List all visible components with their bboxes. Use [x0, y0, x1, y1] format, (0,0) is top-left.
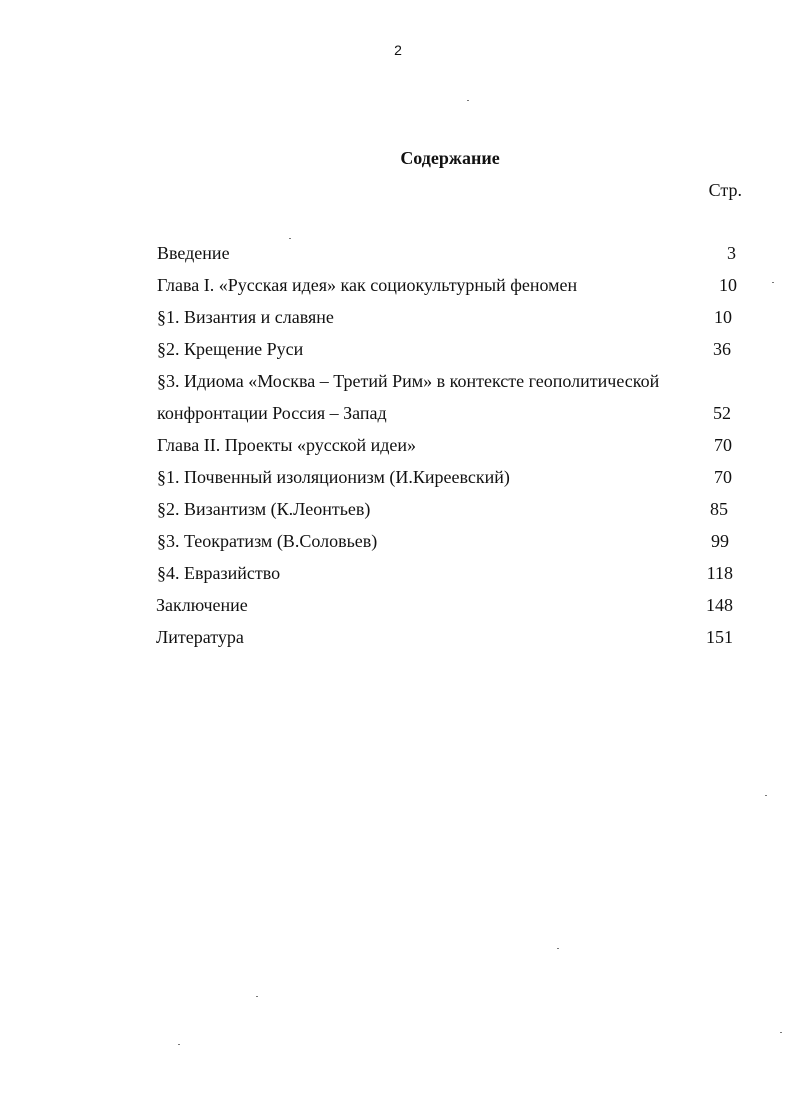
toc-entry-text: Глава I. «Русская идея» как социокультурный феномен — [157, 275, 578, 295]
toc-entry-2-4[interactable] — [157, 561, 734, 585]
scan-speck — [178, 1044, 180, 1045]
toc-entry-bibliography[interactable] — [157, 625, 734, 649]
toc-entry-page: 118 — [706, 563, 733, 583]
toc-entry-1-3-line-1[interactable] — [157, 369, 734, 393]
toc-entry-text: §3. Идиома «Москва – Третий Рим» в контексте геополитической — [157, 371, 660, 391]
toc-entry-text: Глава II. Проекты «русской идеи» — [157, 435, 417, 455]
toc-entry-1-3-line-2[interactable] — [157, 401, 734, 425]
toc-entry-chapter-1[interactable] — [157, 273, 737, 297]
toc-entry-text: §2. Византизм (К.Леонтьев) — [157, 499, 371, 519]
page-column-label: Стр. — [708, 180, 742, 200]
toc-entry-text: §4. Евразийство — [157, 563, 281, 583]
toc-entry-introduction[interactable] — [157, 241, 734, 265]
toc-entry-page: 52 — [713, 403, 731, 423]
toc-entry-conclusion[interactable] — [157, 593, 734, 617]
toc-entry-2-1[interactable] — [157, 465, 734, 489]
toc-title: Содержание — [400, 148, 500, 168]
scan-speck — [780, 1032, 782, 1033]
scan-speck — [256, 996, 258, 997]
scan-speck — [772, 282, 774, 283]
toc-entry-2-2[interactable] — [157, 497, 734, 521]
toc-entry-text: §2. Крещение Руси — [157, 339, 304, 359]
toc-entry-page: 85 — [710, 499, 728, 519]
toc-entry-text: Литература — [156, 627, 244, 647]
toc-entry-2-3[interactable] — [157, 529, 734, 553]
toc-entry-page: 3 — [727, 243, 736, 263]
toc-entry-chapter-2[interactable] — [157, 433, 734, 457]
toc-entry-page: 148 — [706, 595, 733, 615]
toc-entry-text: §1. Почвенный изоляционизм (И.Киреевский) — [157, 467, 510, 487]
scan-speck — [557, 948, 559, 949]
toc-entry-page: 10 — [719, 275, 737, 295]
scan-speck — [289, 238, 291, 239]
page-number: 2 — [394, 42, 402, 58]
toc-entry-text: §1. Византия и славяне — [157, 307, 334, 327]
toc-entry-text: конфронтации Россия – Запад — [157, 403, 387, 423]
toc-entry-text: Введение — [157, 243, 230, 263]
toc-entry-page: 10 — [714, 307, 732, 327]
toc-entry-text: Заключение — [156, 595, 248, 615]
toc-entry-page: 151 — [706, 627, 733, 647]
toc-entry-1-2[interactable] — [157, 337, 734, 361]
scan-speck — [765, 795, 767, 796]
toc-entry-page: 99 — [711, 531, 729, 551]
scan-speck — [467, 100, 469, 101]
toc-entry-page: 36 — [713, 339, 731, 359]
toc-entry-page: 70 — [714, 467, 732, 487]
toc-entry-text: §3. Теократизм (В.Соловьев) — [157, 531, 378, 551]
toc-entry-page: 70 — [714, 435, 732, 455]
toc-entry-1-1[interactable] — [157, 305, 734, 329]
